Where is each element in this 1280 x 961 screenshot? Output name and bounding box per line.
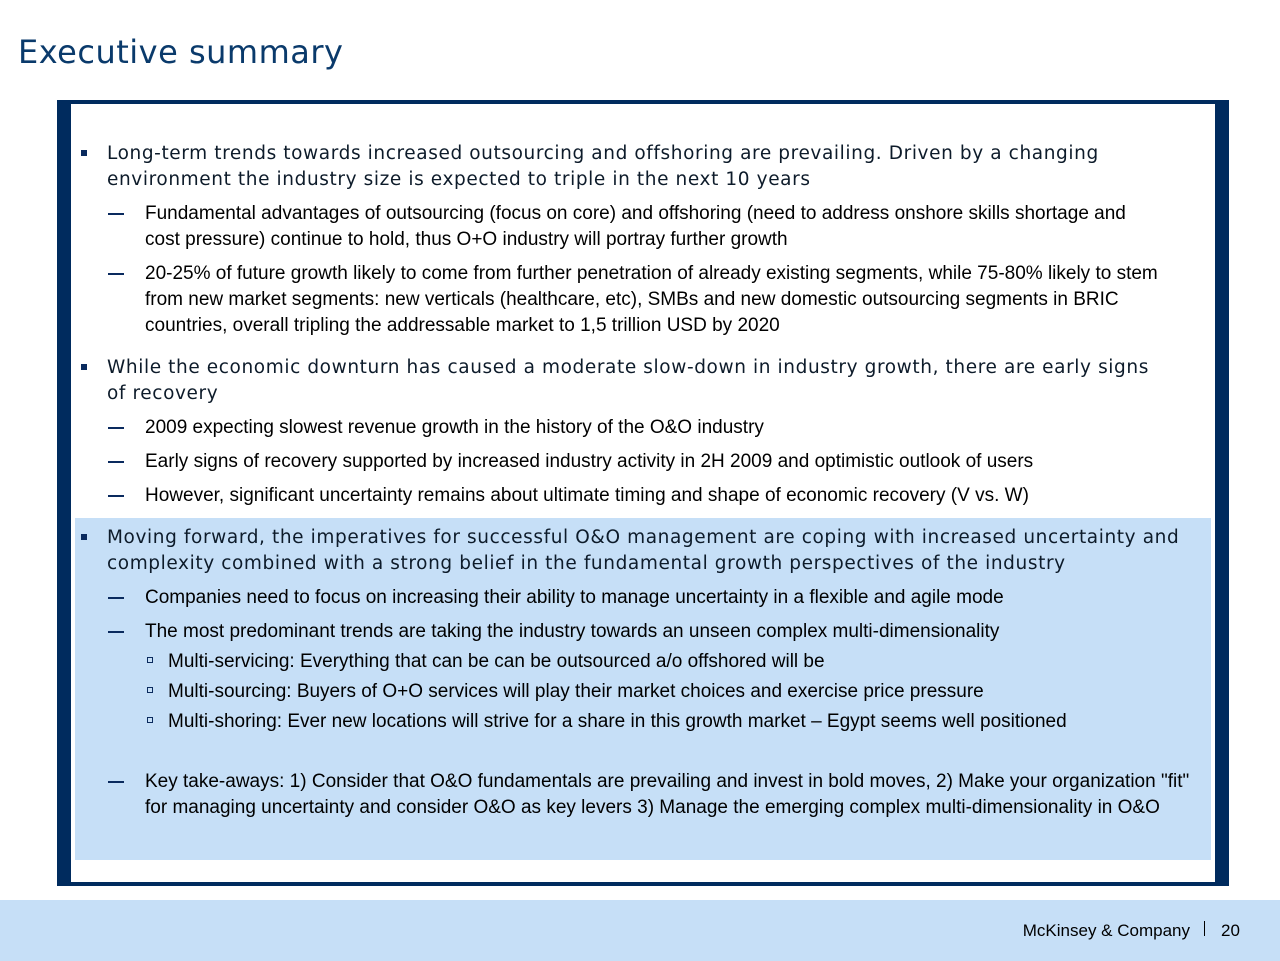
bullet-level3: Multi-sourcing: Buyers of O+O services will play their market choices and exercise price pressure [168,681,984,702]
bullet-level2: 20-25% of future growth likely to come from further penetration of already existing segments, while 75-80% likely to stem from new market segments: new verticals (healthcare, etc), SMBs and new domestic outsourcing segments in BRIC countries, overall tripling the addressable market to 1,5 trillion USD by 2020 [145,263,1158,336]
dash-icon [108,597,124,599]
bullet-level1: While the economic downturn has caused a moderate slow-down in industry growth, there are early signs of recovery [107,357,1149,404]
bullet-level1: Moving forward, the imperatives for successful O&O management are coping with increased uncertainty and complexity combined with a strong belief in the fundamental growth perspectives of the industry [107,527,1180,574]
bullet-level2: 2009 expecting slowest revenue growth in the history of the O&O industry [145,417,764,438]
page-title: Executive summary [18,33,344,71]
dash-icon [108,427,124,429]
dash-icon [108,781,124,783]
bullet-square-icon [81,150,87,156]
dash-icon [108,495,124,497]
bullet-level2: However, significant uncertainty remains about ultimate timing and shape of economic recovery (V vs. W) [145,485,1029,506]
bullet-level3: Multi-servicing: Everything that can be can be outsourced a/o offshored will be [168,651,825,672]
dash-icon [108,273,124,275]
hollow-square-icon [147,657,153,663]
dash-icon [108,461,124,463]
hollow-square-icon [147,717,153,723]
footer-company: McKinsey & Company [1022,921,1190,940]
bullet-level2: Early signs of recovery supported by increased industry activity in 2H 2009 and optimistic outlook of users [145,451,1034,472]
hollow-square-icon [147,687,153,693]
bullet-level3: Multi-shoring: Ever new locations will strive for a share in this growth market – Egypt seems well positioned [168,711,1067,732]
bullet-square-icon [81,534,87,540]
bullet-level2: Companies need to focus on increasing their ability to manage uncertainty in a flexible and agile mode [145,587,1004,608]
bullet-square-icon [81,364,87,370]
dash-icon [108,213,124,215]
dash-icon [108,631,124,633]
footer-separator [1204,921,1205,936]
bullet-level1: Long-term trends towards increased outsourcing and offshoring are prevailing. Driven by a changing environment the industry size is expected to triple in the next 10 years [107,143,1099,190]
page-number: 20 [1221,921,1240,940]
bullet-level2: The most predominant trends are taking the industry towards an unseen complex multi-dimensionality [145,621,1000,642]
bullet-level2: Fundamental advantages of outsourcing (focus on core) and offshoring (need to address onshore skills shortage and cost pressure) continue to hold, thus O+O industry will portray further growth [145,203,1126,250]
bullet-level2: Key take-aways: 1) Consider that O&O fundamentals are prevailing and invest in bold moves, 2) Make your organization "fit" for managing uncertainty and consider O&O as key levers 3) Manage the emerging complex multi-dimensionality in O&O [145,771,1190,818]
